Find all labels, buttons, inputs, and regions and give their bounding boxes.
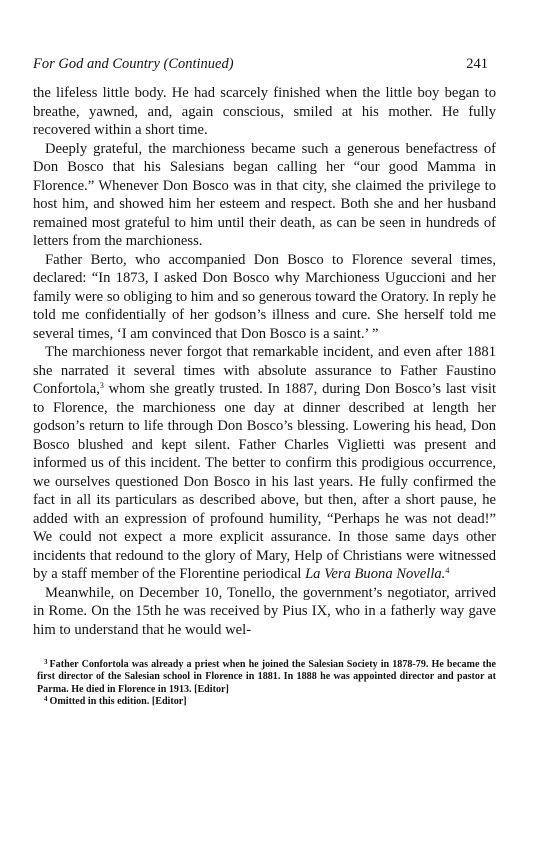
footnotes [33,659,496,709]
footnote-4-text: Omitted in this edition. [Editor] [49,696,187,708]
paragraph-2: Deeply grateful, the marchioness became such a generous benefactress of Don Bosco that his Salesians began calling her “our good Mamma in Florence.” Whenever Don Bosco was in that city, she claimed the privilege to host him, and showed him her esteem and respect. Both she and her husband remained most grateful to him until their death, as can be seen in hundreds of letters from the marchioness. [33,140,496,249]
running-head [33,56,496,80]
page-number: 241 [466,56,488,72]
paragraph-1: the lifeless little body. He had scarcely finished when the little boy began to breathe, yawned, and, again conscious, smiled at his mother. He fully recovered within a short time. [33,85,496,138]
footnote-ref-4: 4 [445,566,450,575]
footnote-4-mark: 4 [44,695,48,704]
footnote-3-mark: 3 [44,658,48,666]
paragraph-3: Father Berto, who accompanied Don Bosco to Florence several times, declared: “In 1873, I asked Don Bosco why Marchioness Uguccioni and her family were so obliging to him and so generous toward the Oratory. In reply he told me confidentially of her godson’s illness and cure. She herself told me several times, ‘I am convinced that Don Bosco is a saint.’ ” [33,251,496,342]
running-title: For God and Country (Continued) [33,56,234,72]
paragraph-5: Meanwhile, on December 10, Tonello, the government’s negotiator, arrived in Rome. On the 15th he was received by Pius IX, who in a fatherly way gave him to understand that he would wel- [33,584,496,638]
periodical-title: La Vera Buona Novella. [305,566,446,582]
book-page [33,56,496,709]
footnote-ref-3: 3 [99,381,104,390]
footnote-3-text: Father Confortola was already a priest when he joined the Salesian Society in 1878-79. He became the first director of the Salesian school in Florence in 1881. In 1888 he was appointed director and pastor at Parma. He died in Florence in 1913. [Editor] [37,659,496,695]
footnote-3 [37,659,496,696]
paragraph-4-part-1: The marchioness never forgot that remarkable incident, and even after 1881 she narrated it several times with absolute assurance to Father Faustino Confortola, [33,344,496,397]
paragraph-4 [33,343,496,584]
body-text [33,84,496,639]
paragraph-4-part-2: whom she greatly trusted. In 1887, during Don Bosco’s last visit to Florence, the marchioness one day at dinner described at length her godson’s return to life through Don Bosco’s blessing. Lowering his head, Don Bosco blushed and kept silent. Father Charles Viglietti was present and informed us of this incident. The better to confirm this prodigious occurrence, we ourselves questioned Don Bosco in his last years. He fully confirmed the fact in all its particulars as described above, but then, after a short pause, he added with an expression of profound humility, “Perhaps he was not dead!” We could not expect a more explicit assurance. In those same days other incidents that redound to the glory of Mary, Help of Christians were witnessed by a staff member of the Florentine periodical [33,381,496,582]
footnote-4 [37,696,496,708]
